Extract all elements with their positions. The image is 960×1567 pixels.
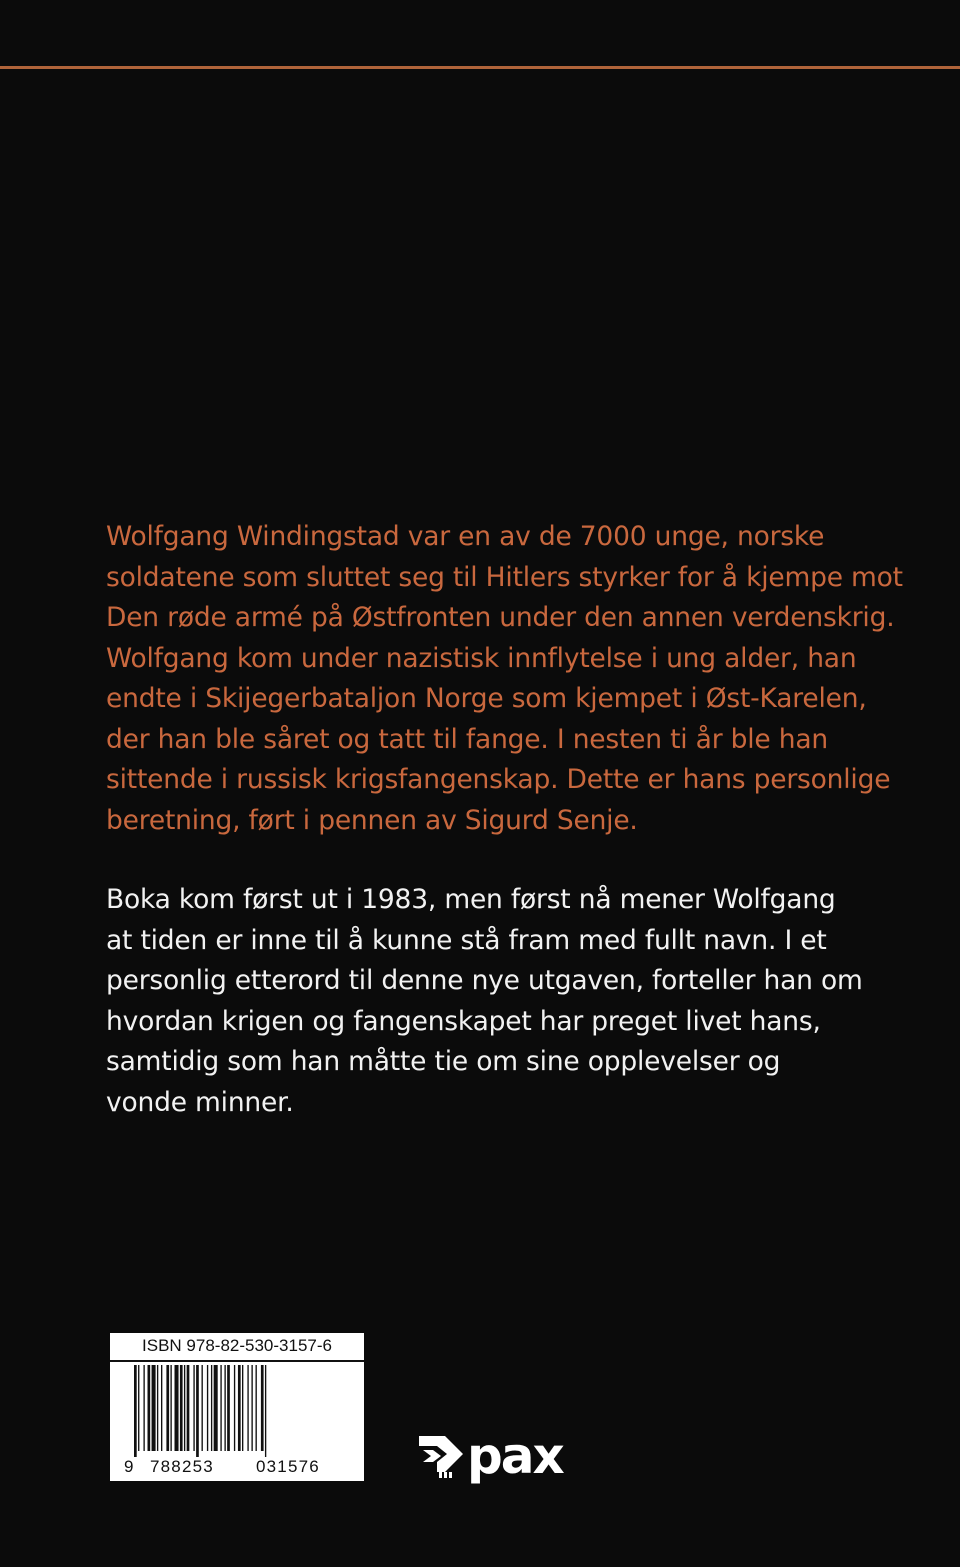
barcode-bar [148, 1365, 151, 1451]
barcode-bar [157, 1365, 158, 1451]
blurb-line: soldatene som sluttet seg til Hitlers styrker for å kjempe mot [106, 561, 903, 593]
top-accent-rule [0, 66, 960, 69]
barcode-bar [211, 1365, 212, 1451]
blurb-line: personlig etterord til denne nye utgaven, forteller han om [106, 965, 863, 996]
isbn-label: ISBN 978-82-530-3157-6 [142, 1336, 332, 1355]
blurb-line: sittende i russisk krigsfangenskap. Dette er hans personlige [106, 764, 891, 795]
barcode-bar [234, 1365, 235, 1451]
blurb-line: Wolfgang Windingstad var en av de 7000 unge, norske [106, 521, 825, 552]
blurb-line: endte i Skijegerbataljon Norge som kjempet i Øst-Karelen, [106, 683, 867, 714]
barcode-bar [161, 1365, 162, 1451]
pax-arrow-mark-icon [417, 1432, 465, 1478]
barcode-bar [256, 1365, 257, 1451]
barcode-bar [238, 1365, 241, 1451]
barcode-bar [175, 1365, 179, 1451]
barcode-bars [110, 1365, 364, 1457]
barcode-bar [152, 1365, 156, 1451]
barcode-bar [207, 1365, 208, 1451]
publisher-name: pax [467, 1427, 563, 1485]
blurb-line: Wolfgang kom under nazistisk innflytelse i ung alder, han [106, 642, 857, 674]
barcode-bar [242, 1365, 243, 1451]
isbn-barcode [110, 1333, 364, 1481]
barcode-bar [134, 1365, 137, 1457]
barcode-bar [214, 1365, 218, 1451]
barcode-digits-left: 788253 [150, 1457, 214, 1476]
barcode-bar [138, 1365, 139, 1451]
barcode-bar [196, 1365, 199, 1457]
blurb-primary [106, 517, 903, 841]
blurb-line: der han ble såret og tatt til fange. I nesten ti år ble han [106, 723, 828, 755]
barcode-bar [247, 1365, 248, 1451]
blurb-line: Boka kom først ut i 1983, men først nå mener Wolfgang [106, 884, 836, 915]
barcode-bar [187, 1365, 190, 1451]
barcode-bar [143, 1365, 144, 1451]
blurb-secondary [106, 880, 886, 1123]
isbn-divider [110, 1360, 364, 1362]
barcode-digit-first: 9 [124, 1457, 135, 1476]
publisher-logo [417, 1427, 563, 1485]
barcode-bar [265, 1365, 266, 1457]
barcode-bar [220, 1365, 221, 1451]
barcode-digits-right: 031576 [256, 1457, 320, 1476]
barcode-bar [227, 1365, 230, 1451]
blurb-line: Den røde armé på Østfronten under den annen verdenskrig. [106, 602, 895, 633]
barcode-bar [202, 1365, 203, 1451]
barcode-bar [224, 1365, 225, 1451]
barcode-bar [184, 1365, 185, 1451]
blurb-line: hvordan krigen og fangenskapet har preget livet hans, [106, 1005, 821, 1037]
barcode-bar [193, 1365, 194, 1451]
blurb-line: vonde minner. [106, 1086, 294, 1118]
barcode-bar [180, 1365, 183, 1451]
blurb-line: at tiden er inne til å kunne stå fram med fullt navn. I et [106, 924, 827, 956]
blurb-line: beretning, ført i pennen av Sigurd Senje. [106, 804, 638, 836]
barcode-bar [170, 1365, 171, 1451]
barcode-bar [261, 1365, 264, 1451]
barcode-bar [166, 1365, 169, 1451]
barcode-bar [251, 1365, 252, 1451]
blurb-line: samtidig som han måtte tie om sine opplevelser og [106, 1046, 781, 1077]
